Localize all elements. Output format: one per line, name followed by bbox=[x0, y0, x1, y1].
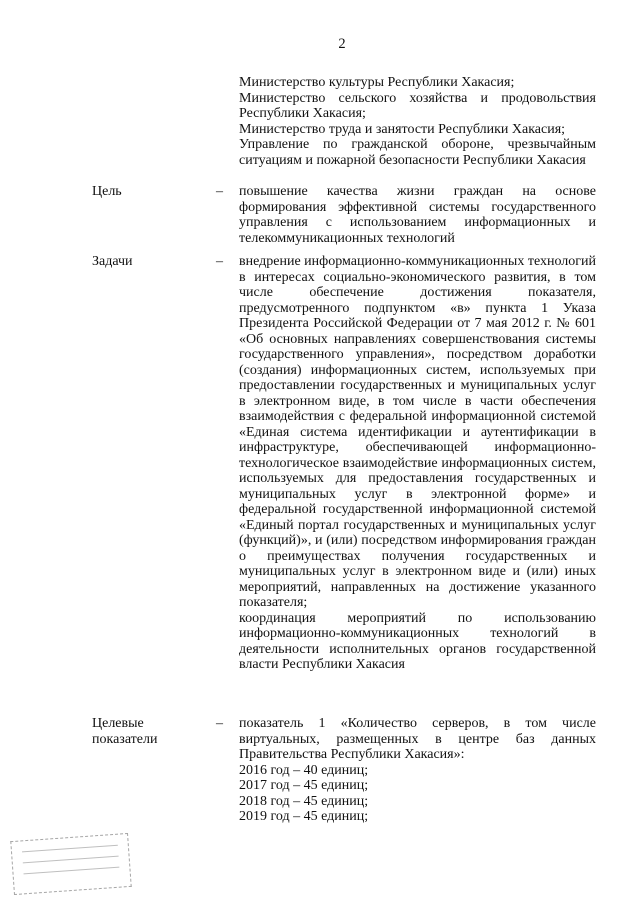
indicators-text bbox=[239, 716, 596, 825]
ministry-item: Министерство сельского хозяйства и продовольствия Республики Хакасия; bbox=[239, 90, 596, 121]
indicator-year-line: 2017 год – 45 единиц; bbox=[239, 778, 369, 793]
ministries-list bbox=[239, 75, 596, 168]
task-paragraph: координация мероприятий по использованию информационно-коммуникационных технологий в деятельности исполнительных органов государственной власти Республики Хакасия bbox=[239, 610, 596, 672]
page-number: 2 bbox=[338, 36, 346, 52]
tasks-text bbox=[239, 254, 596, 673]
indicator-year-line: 2018 год – 45 единиц; bbox=[239, 793, 369, 809]
indicators-label: Целевые показатели bbox=[92, 716, 158, 747]
indicators-dash: – bbox=[216, 716, 223, 731]
indicator-paragraph: показатель 1 «Количество серверов, в том числе виртуальных, размещенных в центре баз данных Правительства Республики Хакасия»: bbox=[239, 716, 596, 762]
task-paragraph: внедрение информационно-коммуникационных технологий в интересах социально-экономического развития, в том числе обеспечение достижения показателя, предусмотренного подпунктом «в» пункта 1 Указа Президента Российской Федерации от 7 мая 2012 г. № 601 «Об основных направлениях совершенствования системы государственного управления», посредством доработки (создания) информационных систем, используемых при предоставлении государственных и муниципальных услуг в электронном виде, в том числе в части обеспечения взаимодействия с федеральной информационной системой «Единая система идентификации и аутентификации в инфраструктуре, обеспечивающей информационно-технологическое взаимодействие информационных систем, используемых для предоставления государственных и муниципальных услуг в электронной форме» и федеральной государственной информационной системой «Единый портал государственных и муниципальных услуг (функций)», и (или) посредством информирования граждан о преимуществах получения государственных и муниципальных услуг в электронном виде и (или) иных мероприятий, направленных на достижение указанного показателя; bbox=[239, 254, 596, 610]
stamp-line bbox=[23, 856, 119, 864]
goal-label: Цель bbox=[92, 184, 122, 199]
stamp-line bbox=[22, 845, 118, 853]
goal-paragraph: повышение качества жизни граждан на основе формирования эффективной системы государственного управления с использованием информационных и телекоммуникационных технологий bbox=[239, 184, 596, 246]
stamp-mark bbox=[10, 833, 131, 895]
ministry-item: Министерство культуры Республики Хакасия; bbox=[239, 75, 515, 90]
tasks-label: Задачи bbox=[92, 254, 133, 269]
stamp-line bbox=[24, 867, 120, 875]
tasks-dash: – bbox=[216, 254, 223, 269]
ministry-item: Управление по гражданской обороне, чрезвычайным ситуациям и пожарной безопасности Республики Хакасия bbox=[239, 137, 596, 168]
indicator-year-line: 2016 год – 40 единиц; bbox=[239, 762, 369, 778]
indicator-year-line: 2019 год – 45 единиц; bbox=[239, 809, 369, 824]
ministry-item: Министерство труда и занятости Республики Хакасия; bbox=[239, 121, 566, 137]
goal-text bbox=[239, 184, 596, 246]
goal-dash: – bbox=[216, 184, 223, 199]
